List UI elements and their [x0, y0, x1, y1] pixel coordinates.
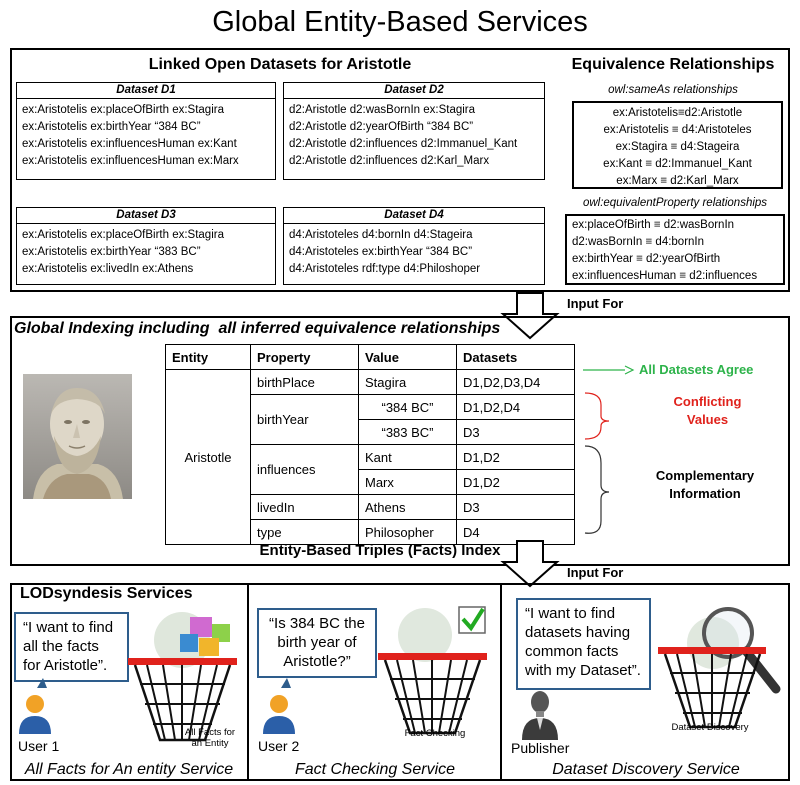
table-header: Datasets — [457, 345, 575, 370]
value-cell: Kant — [359, 445, 457, 470]
sameas-box — [572, 101, 783, 189]
publisher-avatar — [520, 690, 560, 740]
page-title: Global Entity-Based Services — [212, 6, 588, 38]
user1-label: User 1 — [18, 738, 60, 754]
equivalent-property-item: ex:placeOfBirth ≡ d2:wasBornIn — [572, 219, 735, 231]
datasets-cell: D4 — [457, 520, 575, 545]
dataset-d1-line: ex:Aristotelis ex:placeOfBirth ex:Stagira — [22, 104, 224, 116]
user2-label: User 2 — [258, 738, 300, 754]
dataset-d2-line: d2:Aristotle d2:wasBornIn ex:Stagira — [289, 104, 476, 116]
sameas-label: owl:sameAs relationships — [608, 84, 738, 96]
aristotle-bust-image — [23, 374, 132, 499]
property-cell: birthPlace — [251, 370, 359, 395]
value-cell: “383 BC” — [359, 420, 457, 445]
value-cell: Stagira — [359, 370, 457, 395]
publisher-tool-label: Dataset Discovery — [671, 722, 749, 733]
value-cell: Athens — [359, 495, 457, 520]
sameas-item: ex:Kant ≡ d2:Immanuel_Kant — [603, 158, 752, 170]
input-for-label-2: Input For — [567, 565, 624, 580]
table-header: Property — [251, 345, 359, 370]
dataset-d3-line: ex:Aristotelis ex:birthYear “383 BC” — [22, 246, 201, 258]
equivalent-property-item: ex:birthYear ≡ d2:yearOfBirth — [572, 253, 721, 265]
dataset-d3 — [16, 207, 276, 285]
property-cell: livedIn — [251, 495, 359, 520]
table-header: Value — [359, 345, 457, 370]
service-name-3: Dataset Discovery Service — [552, 761, 740, 778]
datasets-cell: D1,D2,D4 — [457, 395, 575, 420]
equivalence-title: Equivalence Relationships — [571, 56, 775, 73]
user2-speech-bubble: “Is 384 BC the birth year of Aristotle?” — [257, 608, 377, 678]
value-cell: “384 BC” — [359, 395, 457, 420]
equivalent-property-item: ex:influencesHuman ≡ d2:influences — [572, 270, 758, 282]
complementary-information-label: Complementary Information — [655, 468, 755, 501]
global-index-title: Global Indexing including all inferred equivalence relationships — [14, 320, 501, 337]
datasets-cell: D1,D2 — [457, 445, 575, 470]
services-title: LODsyndesis Services — [20, 585, 193, 602]
conflicting-values-label: Conflicting Values — [673, 394, 742, 427]
index-footer-title: Entity-Based Triples (Facts) Index — [259, 542, 501, 559]
table-row — [166, 370, 575, 395]
dataset-d2-line: d2:Aristotle d2:yearOfBirth “384 BC” — [289, 121, 474, 133]
dataset-d1-line: ex:Aristotelis ex:birthYear “384 BC” — [22, 121, 201, 133]
datasets-cell: D3 — [457, 420, 575, 445]
dataset-d1 — [16, 82, 276, 180]
datasets-cell: D3 — [457, 495, 575, 520]
dataset-d2 — [283, 82, 545, 180]
input-for-label-1: Input For — [567, 296, 624, 311]
property-cell: birthYear — [251, 395, 359, 445]
dataset-d4-title: Dataset D4 — [284, 208, 544, 224]
service-divider — [500, 583, 502, 781]
dataset-d4-line: d4:Aristoteles ex:birthYear “384 BC” — [289, 246, 473, 258]
publisher-label: Publisher — [511, 740, 570, 756]
value-cell: Marx — [359, 470, 457, 495]
publisher-basketball-hoop — [658, 595, 788, 735]
publisher-speech-bubble: “I want to find datasets having common facts with my Dataset”. — [516, 598, 651, 690]
dataset-d1-line: ex:Aristotelis ex:influencesHuman ex:Kant — [22, 138, 237, 150]
table-header: Entity — [166, 345, 251, 370]
dataset-d2-line: d2:Aristotle d2:influences d2:Immanuel_Kant — [289, 138, 518, 150]
dataset-d3-title: Dataset D3 — [17, 208, 275, 224]
input-for-arrow-2 — [500, 540, 560, 588]
user1-tool-label: All Facts for an Entity — [184, 727, 236, 749]
dataset-d2-title: Dataset D2 — [284, 83, 544, 99]
facts-index-table — [165, 344, 575, 545]
property-cell: type — [251, 520, 359, 545]
user2-avatar — [261, 678, 297, 736]
user2-basketball-hoop — [375, 605, 490, 735]
dataset-d1-title: Dataset D1 — [17, 83, 275, 99]
sameas-item: ex:Aristotelis≡d2:Aristotle — [612, 107, 743, 119]
all-datasets-agree-label: All Datasets Agree — [639, 362, 754, 377]
dataset-d4-line: d4:Aristoteles rdf:type d4:Philoshoper — [289, 263, 481, 275]
dataset-d3-line: ex:Aristotelis ex:placeOfBirth ex:Stagira — [22, 229, 224, 241]
sameas-item: ex:Stagira ≡ d4:Stageira — [615, 141, 740, 153]
sameas-item: ex:Aristotelis ≡ d4:Aristoteles — [603, 124, 752, 136]
equivalent-property-label: owl:equivalentProperty relationships — [582, 197, 768, 209]
equivalent-property-item: d2:wasBornIn ≡ d4:bornIn — [572, 236, 705, 248]
dataset-d2-line: d2:Aristotle d2:influences d2:Karl_Marx — [289, 155, 490, 167]
user2-tool-label: Fact Checking — [404, 728, 466, 739]
user1-speech-bubble: “I want to find all the facts for Aristotle”. — [14, 612, 129, 682]
linked-datasets-title: Linked Open Datasets for Aristotle — [148, 56, 412, 73]
service-divider — [247, 583, 249, 781]
property-cell: influences — [251, 445, 359, 495]
dataset-d4 — [283, 207, 545, 285]
entity-cell: Aristotle — [166, 370, 251, 545]
value-cell: Philosopher — [359, 520, 457, 545]
user1-basketball-hoop — [125, 612, 240, 742]
equivalent-property-box — [565, 214, 785, 285]
dataset-d4-line: d4:Aristoteles d4:bornIn d4:Stageira — [289, 229, 473, 241]
datasets-cell: D1,D2,D3,D4 — [457, 370, 575, 395]
service-name-2: Fact Checking Service — [294, 761, 456, 778]
annotation-marks — [575, 355, 650, 535]
service-name-1: All Facts for An entity Service — [24, 761, 234, 778]
dataset-d1-line: ex:Aristotelis ex:influencesHuman ex:Marx — [22, 155, 239, 167]
dataset-d3-line: ex:Aristotelis ex:livedIn ex:Athens — [22, 263, 194, 275]
user1-avatar — [17, 678, 53, 736]
sameas-item: ex:Marx ≡ d2:Karl_Marx — [616, 175, 739, 187]
datasets-cell: D1,D2 — [457, 470, 575, 495]
